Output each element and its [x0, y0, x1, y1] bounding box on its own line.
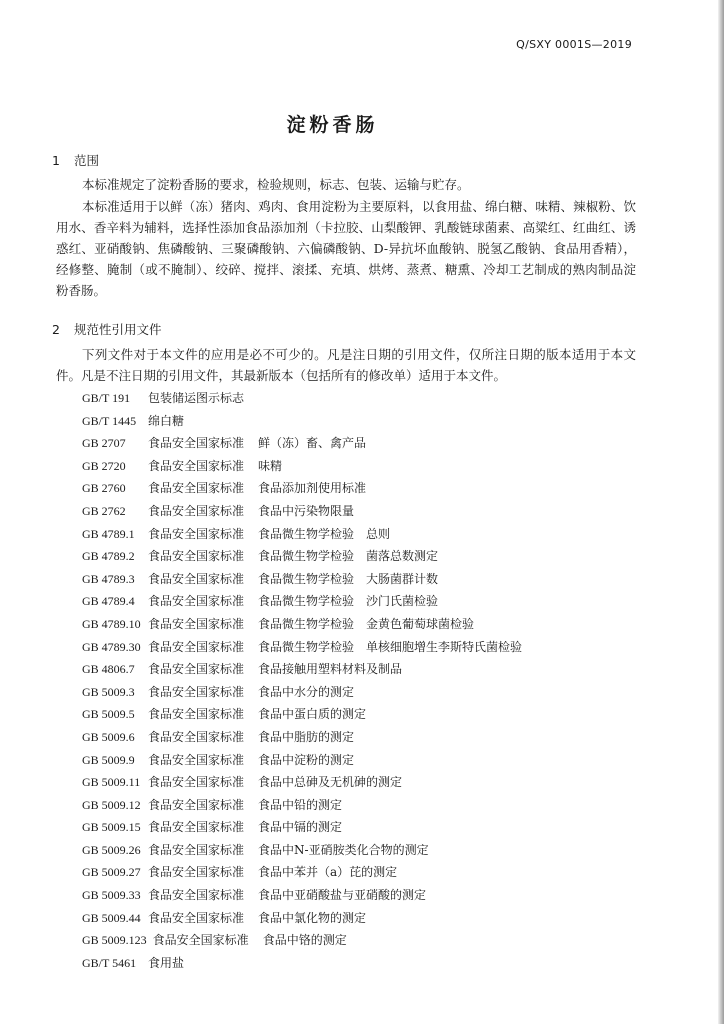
reference-category: 食品安全国家标准: [148, 549, 245, 564]
reference-code: GB 5009.15: [82, 820, 141, 835]
reference-code: GB 5009.123: [82, 933, 147, 948]
reference-category: 食品安全国家标准: [152, 933, 249, 948]
reference-item: [82, 568, 642, 591]
reference-title: 食用盐: [148, 955, 185, 970]
reference-item: [82, 952, 642, 975]
reference-title: 食品中铬的测定: [262, 933, 347, 948]
reference-category: 食品安全国家标准: [148, 481, 245, 496]
reference-item: [82, 861, 642, 884]
reference-title: 食品添加剂使用标准: [258, 481, 367, 496]
reference-item: [82, 771, 642, 794]
reference-code: GB 5009.27: [82, 865, 141, 880]
reference-title: 食品中亚硝酸盐与亚硝酸的测定: [258, 888, 427, 903]
reference-code: GB 4789.4: [82, 594, 135, 609]
reference-title: 食品中铅的测定: [258, 797, 343, 812]
reference-item: [82, 681, 642, 704]
reference-category: 食品安全国家标准: [148, 571, 245, 586]
reference-category: 食品安全国家标准: [148, 865, 245, 880]
section-1-title: 范围: [74, 153, 100, 168]
reference-item: [82, 613, 642, 636]
reference-title: 绵白糖: [148, 413, 185, 428]
reference-category: 食品安全国家标准: [148, 684, 245, 699]
reference-item: [82, 703, 642, 726]
reference-category: 食品安全国家标准: [148, 436, 245, 451]
reference-item: [82, 477, 642, 500]
reference-category: 食品安全国家标准: [148, 458, 245, 473]
reference-code: GB 5009.3: [82, 684, 135, 699]
reference-title: 食品中苯并（a）芘的测定: [258, 865, 398, 880]
reference-title: 食品中水分的测定: [258, 684, 355, 699]
reference-title: 食品中氯化物的测定: [258, 910, 367, 925]
reference-title: 食品微生物学检验 大肠菌群计数: [258, 571, 439, 586]
reference-item: [82, 749, 642, 772]
reference-title: 食品中蛋白质的测定: [258, 707, 367, 722]
reference-category: 食品安全国家标准: [148, 842, 245, 857]
reference-item: [82, 523, 642, 546]
reference-code: GB 2707: [82, 436, 126, 451]
reference-title: 食品中脂肪的测定: [258, 729, 355, 744]
reference-item: [82, 410, 642, 433]
reference-title: 食品中镉的测定: [258, 820, 343, 835]
reference-list: [82, 387, 642, 974]
reference-code: GB 2760: [82, 481, 126, 496]
reference-title: 包装储运图示标志: [148, 391, 245, 405]
reference-title: 食品微生物学检验 总则: [258, 526, 391, 541]
page-edge-shadow: [718, 0, 724, 1024]
reference-item: [82, 907, 642, 930]
reference-code: GB/T 191: [82, 391, 131, 405]
reference-category: 食品安全国家标准: [148, 639, 245, 654]
reference-code: GB 5009.11: [82, 775, 141, 790]
reference-item: [82, 816, 642, 839]
reference-category: 食品安全国家标准: [148, 662, 245, 677]
reference-title: 食品中淀粉的测定: [258, 752, 355, 767]
document-title: 淀粉香肠: [286, 114, 379, 136]
reference-code: GB 4789.1: [82, 526, 135, 541]
section-1-paragraph-2: 本标准适用于以鲜（冻）猪肉、鸡肉、食用淀粉为主要原料，以食用盐、绵白糖、味精、辣椒粉、饮用水、香辛料为辅料，选择性添加食品添加剂（卡拉胶、山梨酸钾、乳酸链球菌素、高粱红、红曲红、诱惑红、亚硝酸钠、焦磷酸钠、三聚磷酸钠、六偏磷酸钠、D-异抗坏血酸钠、脱氢乙酸钠、食品用香精），经修整、腌制（或不腌制）、绞碎、搅拌、滚揉、充填、烘烤、蒸煮、糖熏、冷却工艺制成的熟肉制品淀粉香肠。: [56, 199, 636, 298]
reference-title: 食品中污染物限量: [258, 503, 355, 518]
reference-title: 鲜（冻）畜、禽产品: [258, 436, 367, 451]
reference-item: [82, 432, 642, 455]
reference-item: [82, 500, 642, 523]
reference-code: GB 5009.5: [82, 707, 135, 722]
reference-code: GB 4789.30: [82, 639, 141, 654]
reference-item: [82, 726, 642, 749]
reference-code: GB/T 5461: [82, 955, 137, 970]
reference-category: 食品安全国家标准: [148, 910, 245, 925]
reference-category: 食品安全国家标准: [148, 752, 245, 767]
reference-category: 食品安全国家标准: [148, 775, 245, 790]
section-2-intro: 下列文件对于本文件的应用是必不可少的。凡是注日期的引用文件，仅所注日期的版本适用于本文件。凡是不注日期的引用文件，其最新版本（包括所有的修改单）适用于本文件。: [56, 347, 636, 383]
reference-item: [82, 658, 642, 681]
reference-category: 食品安全国家标准: [148, 503, 245, 518]
reference-category: 食品安全国家标准: [148, 820, 245, 835]
reference-code: GB 5009.6: [82, 729, 135, 744]
section-1-paragraph-1: 本标准规定了淀粉香肠的要求，检验规则，标志、包装、运输与贮存。: [82, 177, 470, 192]
reference-title: 味精: [258, 458, 283, 473]
reference-item: [82, 387, 642, 410]
reference-code: GB 4789.2: [82, 549, 135, 564]
reference-category: 食品安全国家标准: [148, 707, 245, 722]
section-2-heading: [52, 320, 162, 338]
reference-code: GB 4806.7: [82, 662, 135, 677]
reference-title: 食品微生物学检验 沙门氏菌检验: [258, 594, 439, 609]
reference-title: 食品微生物学检验 单核细胞增生李斯特氏菌检验: [258, 639, 523, 654]
reference-category: 食品安全国家标准: [148, 797, 245, 812]
reference-title: 食品中总砷及无机砷的测定: [258, 775, 403, 790]
reference-category: 食品安全国家标准: [148, 594, 245, 609]
reference-code: GB 2720: [82, 458, 126, 473]
section-2-number: 2: [52, 322, 60, 337]
reference-code: GB 5009.44: [82, 910, 141, 925]
reference-title: 食品中N-亚硝胺类化合物的测定: [258, 842, 429, 857]
reference-category: 食品安全国家标准: [148, 526, 245, 541]
reference-item: [82, 545, 642, 568]
reference-item: [82, 794, 642, 817]
reference-code: GB 5009.33: [82, 888, 141, 903]
section-1-heading: [52, 151, 99, 169]
document-code: Q/SXY 0001S—2019: [516, 38, 632, 51]
reference-category: 食品安全国家标准: [148, 616, 245, 631]
reference-item: [82, 636, 642, 659]
reference-category: 食品安全国家标准: [148, 888, 245, 903]
reference-item: [82, 455, 642, 478]
reference-item: [82, 839, 642, 862]
reference-code: GB 4789.3: [82, 571, 135, 586]
reference-code: GB 5009.12: [82, 797, 141, 812]
reference-title: 食品接触用塑料材料及制品: [258, 662, 403, 677]
reference-item: [82, 884, 642, 907]
reference-item: [82, 590, 642, 613]
reference-category: 食品安全国家标准: [148, 729, 245, 744]
section-2-title: 规范性引用文件: [74, 322, 162, 337]
reference-item: [82, 929, 642, 952]
reference-code: GB 2762: [82, 503, 126, 518]
reference-code: GB 4789.10: [82, 616, 141, 631]
reference-title: 食品微生物学检验 金黄色葡萄球菌检验: [258, 616, 475, 631]
reference-code: GB/T 1445: [82, 413, 137, 428]
reference-title: 食品微生物学检验 菌落总数测定: [258, 549, 439, 564]
reference-code: GB 5009.26: [82, 842, 141, 857]
reference-code: GB 5009.9: [82, 752, 135, 767]
section-1-number: 1: [52, 153, 60, 168]
